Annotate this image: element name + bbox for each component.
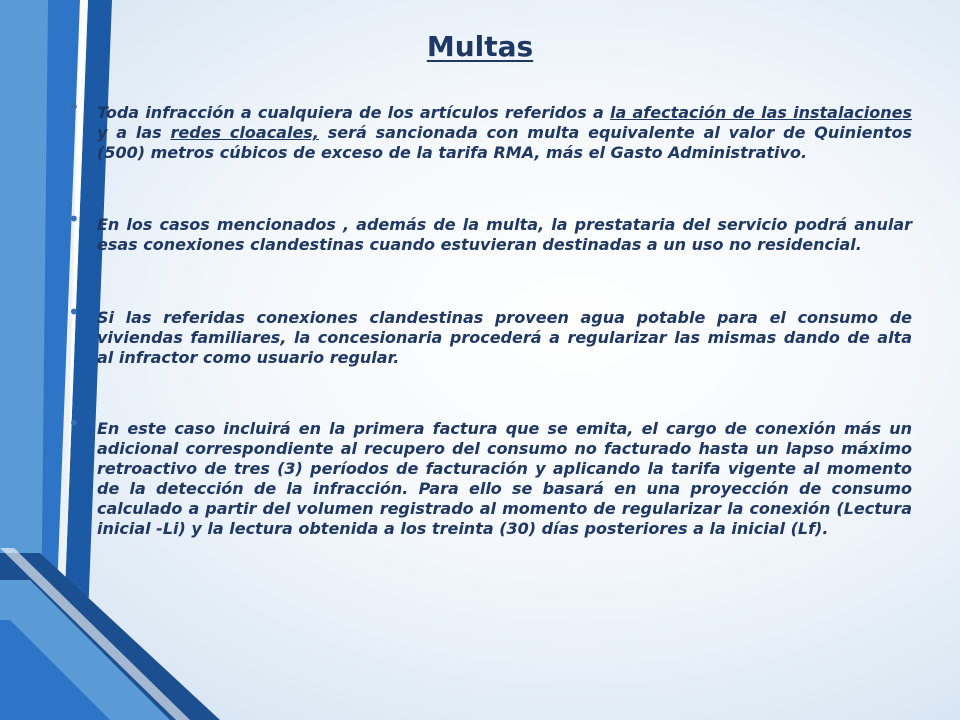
bullet-1-underlined-sewers: redes cloacales, xyxy=(170,123,319,142)
bullet-item-3 xyxy=(68,300,912,368)
bullet-1-underlined-installations: la afectación de las instalaciones xyxy=(609,103,912,122)
bullet-dot-icon: • xyxy=(68,95,80,119)
bullet-item-1 xyxy=(68,95,913,163)
bullet-1-text-c: será sancionada con multa equivalente al valor de Quinientos (500) metros cúbicos de exceso de la tarifa RMA, más el Gasto Administrativo. xyxy=(97,123,913,162)
bullet-4-text: En este caso incluirá en la primera factura que se emita, el cargo de conexión más un adicional correspondiente al recupero del consumo no facturado hasta un lapso máximo retroactivo de tres (3) períodos de facturación y aplicando la tarifa vigente al momento de la detección de la infracción. Para ello se basará en una proyección de consumo calculado a partir del volumen registrado al momento de regularizar la conexión (Lectura inicial -Li) y la lectura obtenida a los treinta (30) días posteriores a la inicial (Lf). xyxy=(97,419,912,538)
bullet-dot-icon: • xyxy=(68,300,80,324)
bullet-3-text: Si las referidas conexiones clandestinas proveen agua potable para el consumo de viviendas familiares, la concesionaria procederá a regularizar las mismas dando de alta al infractor como usuario regular. xyxy=(97,308,912,367)
bullet-list xyxy=(68,95,913,539)
slide-title: Multas xyxy=(426,30,534,63)
bullet-1-text-a: Toda infracción a cualquiera de los artículos referidos a xyxy=(97,103,610,122)
bullet-2-text: En los casos mencionados , además de la multa, la prestataria del servicio podrá anular esas conexiones clandestinas cuando estuvieran destinadas a un uso no residencial. xyxy=(97,215,912,254)
bullet-dot-icon: • xyxy=(68,207,80,231)
bullet-item-4 xyxy=(68,411,912,539)
bullet-item-2 xyxy=(68,207,912,255)
bullet-1-text-b: y a las xyxy=(97,123,171,142)
bullet-dot-icon: • xyxy=(68,411,80,435)
